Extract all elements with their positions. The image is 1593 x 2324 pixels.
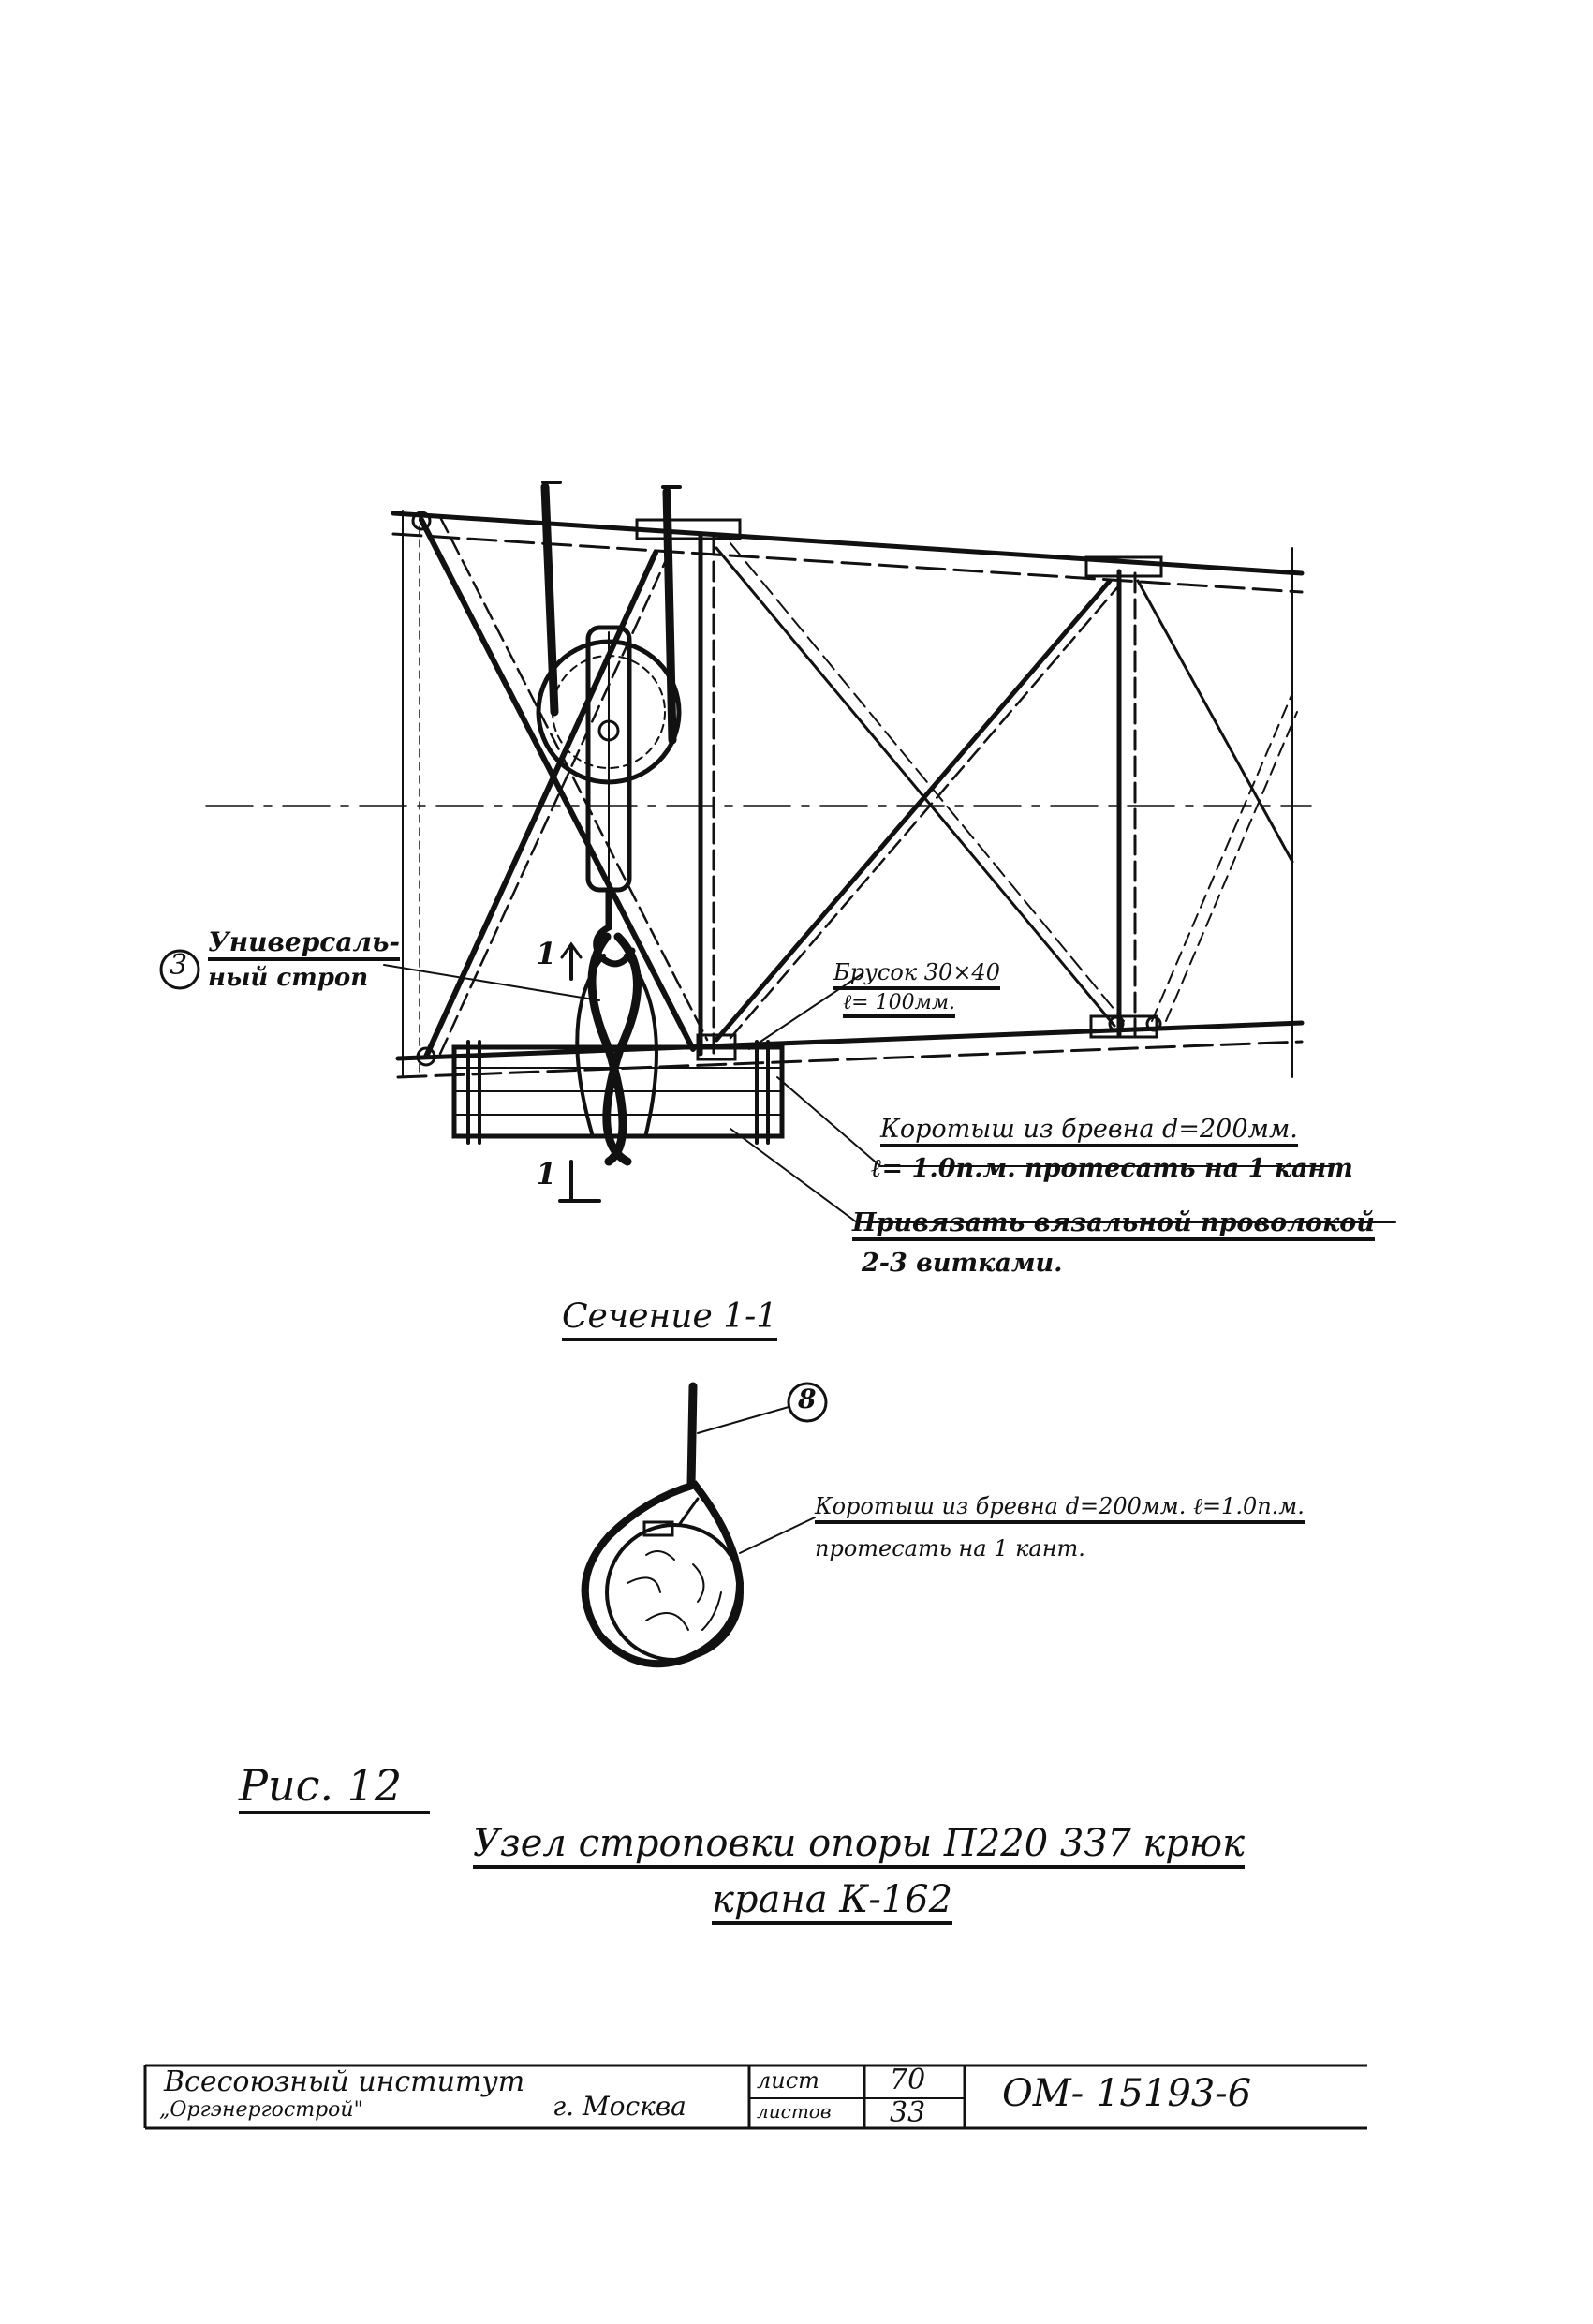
universal-sling-label-line1: Универсаль- bbox=[208, 927, 400, 961]
figure-number: Рис. 12 bbox=[239, 1761, 430, 1814]
timber-bar-label-line2: ℓ= 100мм. bbox=[843, 991, 955, 1018]
stamp-sheet-value: 70 bbox=[890, 2064, 926, 2096]
log-stub-label-line1: Коротыш из бревна d=200мм. bbox=[880, 1115, 1298, 1147]
figure-title-line2: крана К-162 bbox=[712, 1878, 952, 1925]
universal-sling-label-line2: ный строп bbox=[208, 964, 369, 992]
stamp-doc-number: ОМ- 15193-6 bbox=[1002, 2072, 1252, 2115]
timber-bar-label-line1: Брусок 30×40 bbox=[833, 960, 1000, 990]
stamp-sheet-label: лист bbox=[757, 2067, 819, 2094]
section-mark-bottom: 1 bbox=[536, 1156, 557, 1192]
section-mark-top: 1 bbox=[536, 936, 557, 971]
truss-bottom-chord bbox=[398, 1023, 1302, 1077]
section-log-label-line1: Коротыш из бревна d=200мм. ℓ=1.0п.м. bbox=[815, 1494, 1305, 1524]
callout-3-number: 3 bbox=[170, 949, 188, 982]
stamp-sheets-label: листов bbox=[757, 2100, 832, 2123]
pulley-block bbox=[538, 628, 679, 890]
section-log-label-line2: протесать на 1 кант. bbox=[815, 1535, 1085, 1562]
tie-label-line1: Привязать вязальной проволокой bbox=[852, 1208, 1375, 1241]
stamp-sheets-value: 33 bbox=[890, 2096, 926, 2129]
callout-8-number: 8 bbox=[798, 1384, 817, 1414]
stamp-org-line2: „Оргэнергострой" bbox=[159, 2098, 363, 2122]
log-stub-label-line2: ℓ= 1.0п.м. протесать на 1 кант bbox=[871, 1154, 1353, 1183]
stamp-city: г. Москва bbox=[553, 2091, 686, 2122]
stamp-org-line1: Всесоюзный институт bbox=[164, 2065, 525, 2098]
figure-title-line1: Узел строповки опоры П220 3З7 крюк bbox=[473, 1822, 1245, 1869]
section-1-1-drawing bbox=[585, 1384, 826, 1664]
section-title: Сечение 1-1 bbox=[562, 1297, 777, 1341]
tie-label-line2: 2-3 витками. bbox=[862, 1249, 1063, 1278]
truss-top-chord bbox=[393, 513, 1302, 592]
